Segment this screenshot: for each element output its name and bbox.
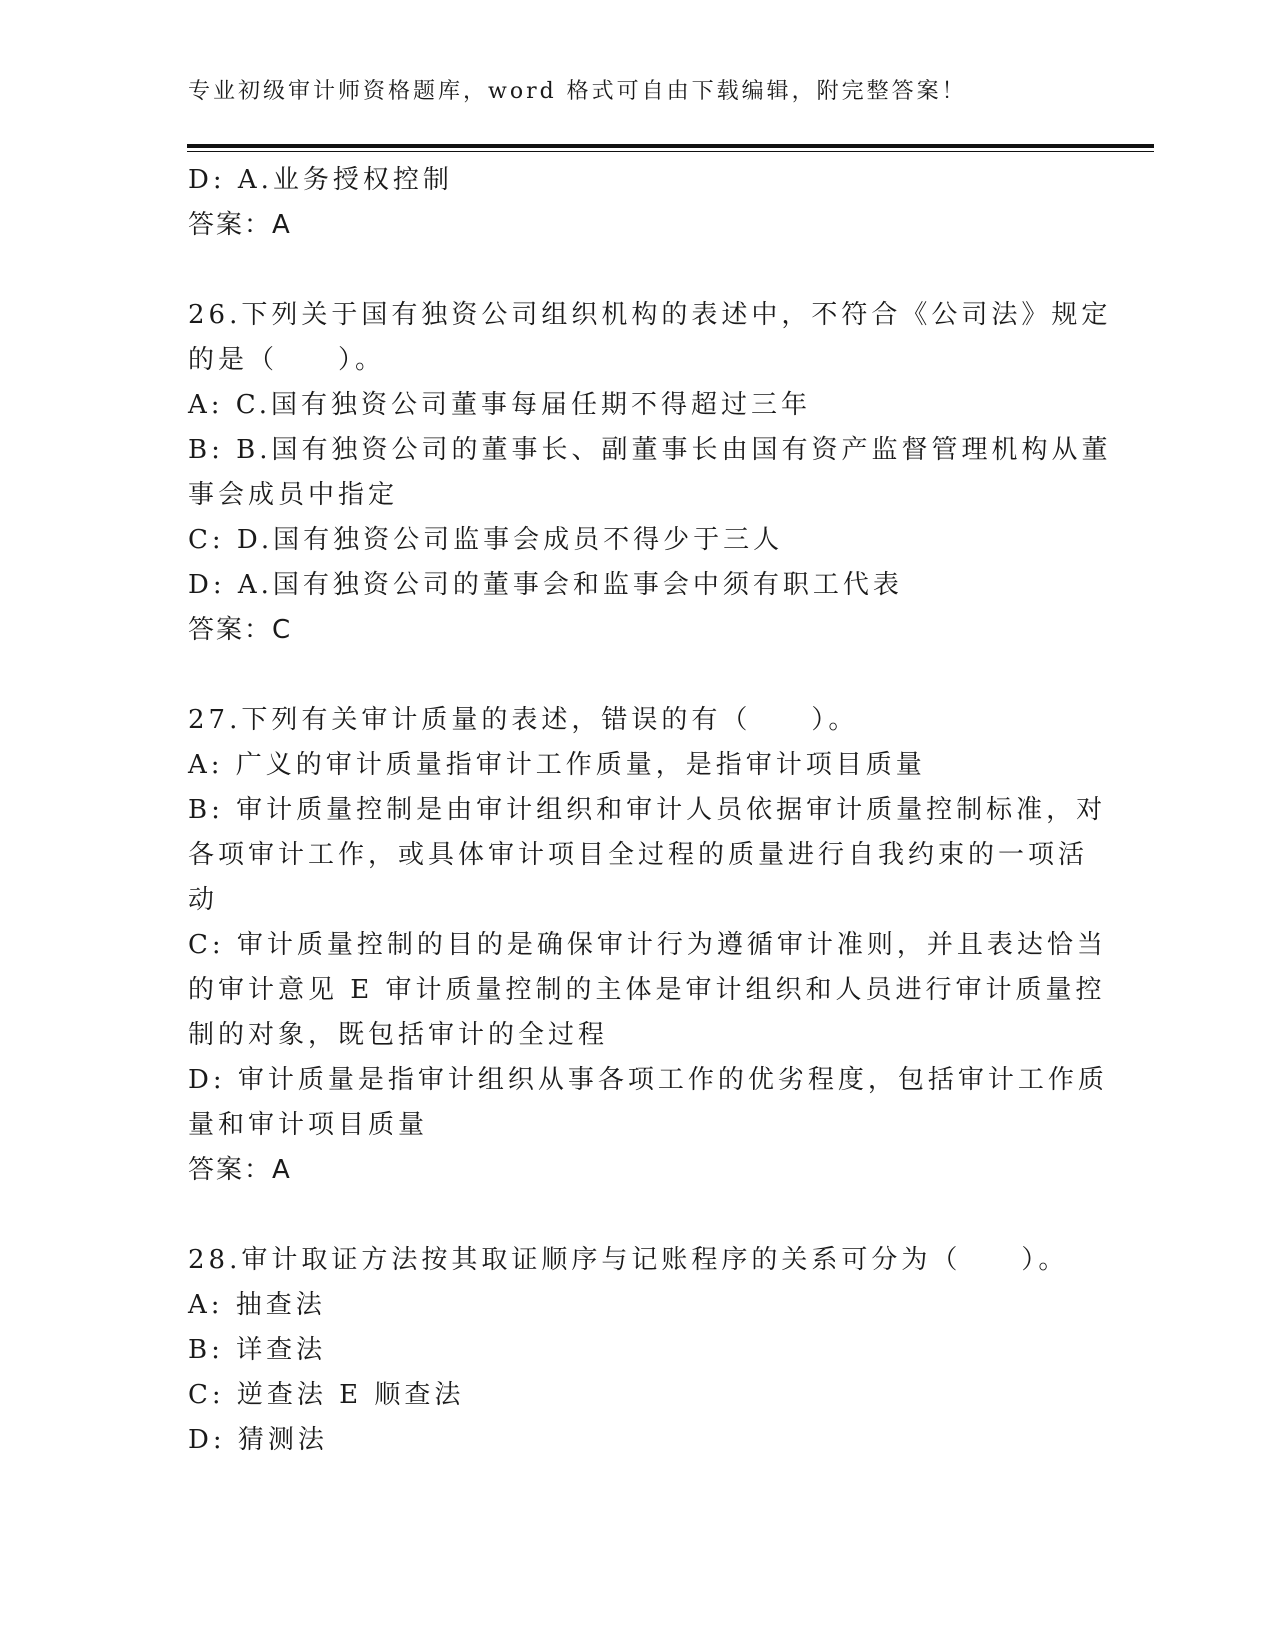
block-spacer <box>188 1193 1088 1238</box>
question-line: 28.审计取证方法按其取证顺序与记账程序的关系可分为（ ）。 <box>188 1245 1069 1275</box>
answer-line: 答案：A <box>188 1155 292 1185</box>
question-line: D: 审计质量是指审计组织从事各项工作的优劣程度，包括审计工作质 <box>188 1065 1108 1095</box>
question-line: 制的对象，既包括审计的全过程 <box>188 1020 609 1050</box>
question-line: 的是（ ）。 <box>188 345 386 375</box>
question-line: D: 猜测法 <box>188 1425 328 1455</box>
question-line: 量和审计项目质量 <box>188 1110 429 1140</box>
question-line: 27.下列有关审计质量的表述，错误的有（ ）。 <box>188 705 859 735</box>
block-spacer <box>188 653 1088 698</box>
question-line: 事会成员中指定 <box>188 480 399 510</box>
question-block <box>188 1238 1088 1463</box>
question-line: C: 审计质量控制的目的是确保审计行为遵循审计准则，并且表达恰当 <box>188 930 1107 960</box>
question-line: A: 抽查法 <box>188 1290 326 1320</box>
header-rule-thin <box>187 151 1154 152</box>
question-line: B: 详查法 <box>188 1335 327 1365</box>
page-header: 专业初级审计师资格题库，word 格式可自由下载编辑，附完整答案！ <box>188 79 967 104</box>
question-content <box>188 158 1112 1463</box>
question-line: B: B.国有独资公司的董事长、副董事长由国有资产监督管理机构从董 <box>188 435 1112 465</box>
question-line: 26.下列关于国有独资公司组织机构的表述中，不符合《公司法》规定 <box>188 300 1112 330</box>
question-line: C: 逆查法 E 顺查法 <box>188 1380 465 1410</box>
block-spacer <box>188 248 1088 293</box>
question-block <box>188 293 1112 653</box>
question-line: D: A.国有独资公司的董事会和监事会中须有职工代表 <box>188 570 903 600</box>
answer-line: 答案：A <box>188 210 292 240</box>
question-line: B: 审计质量控制是由审计组织和审计人员依据审计质量控制标准，对 <box>188 795 1107 825</box>
question-line: 的审计意见 E 审计质量控制的主体是审计组织和人员进行审计质量控 <box>188 975 1106 1005</box>
question-line: 各项审计工作，或具体审计项目全过程的质量进行自我约束的一项活 <box>188 840 1089 870</box>
question-line: 动 <box>188 885 219 915</box>
question-line: A: 广义的审计质量指审计工作质量，是指审计项目质量 <box>188 750 926 780</box>
question-block <box>188 698 1108 1193</box>
header-rule-thick <box>187 144 1154 148</box>
question-line: C: D.国有独资公司监事会成员不得少于三人 <box>188 525 784 555</box>
question-line: A: C.国有独资公司董事每届任期不得超过三年 <box>188 390 812 420</box>
question-block <box>188 158 1088 248</box>
question-line: D: A.业务授权控制 <box>188 165 453 195</box>
answer-line: 答案：C <box>188 615 293 645</box>
